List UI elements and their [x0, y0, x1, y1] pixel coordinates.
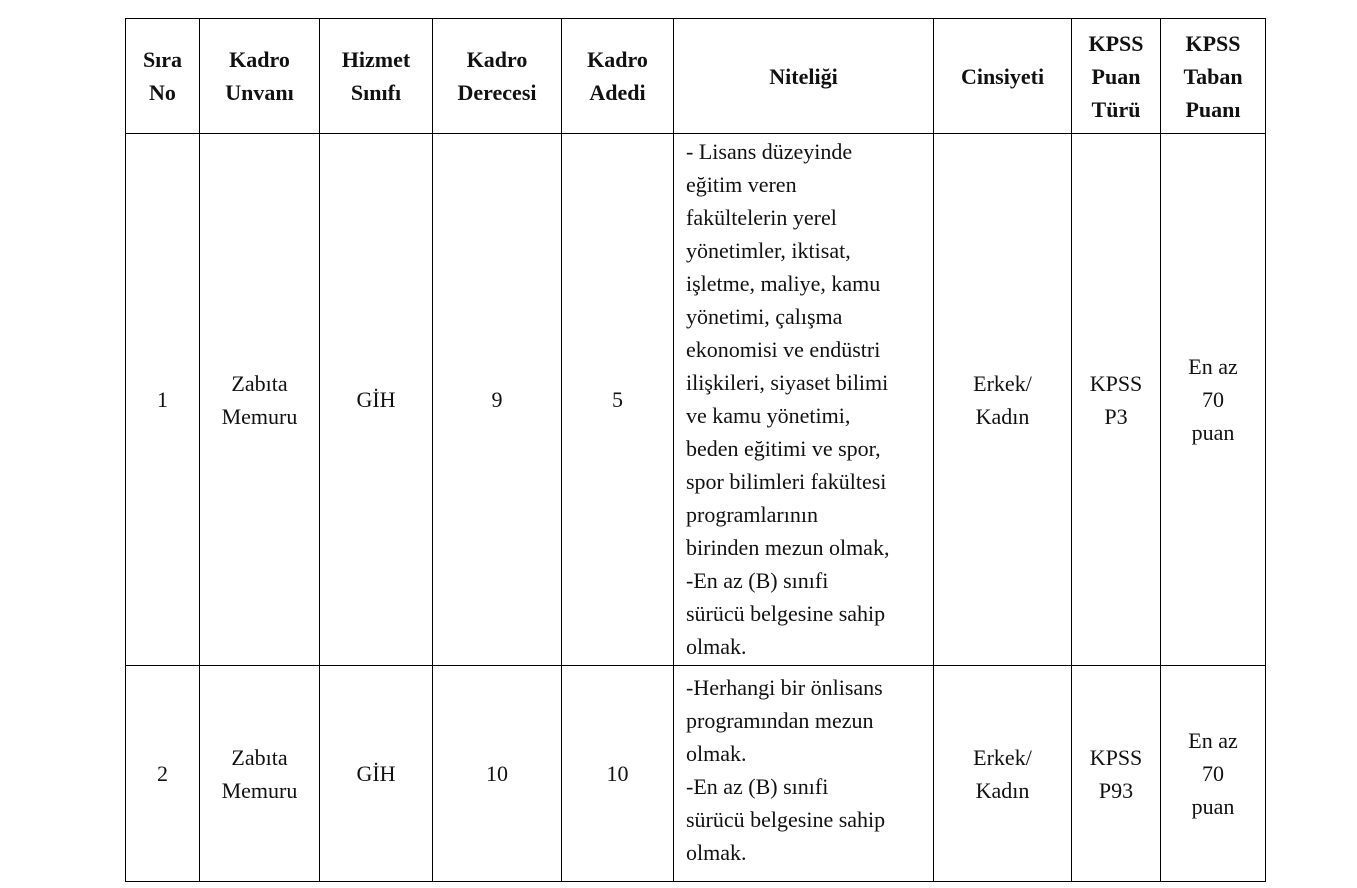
header-line: Adedi [589, 80, 646, 105]
cell-line: KPSS [1089, 744, 1143, 770]
cell-kadro-unvani [200, 666, 320, 882]
cell-sira-no [126, 666, 200, 882]
requirement-line: spor bilimleri fakültesi [686, 469, 887, 494]
cell-kadro-unvani [200, 134, 320, 666]
header-line: Kadro [466, 47, 528, 72]
cell-niteligi [674, 666, 934, 882]
header-line: Kadro [587, 47, 648, 72]
cell-line: 5 [612, 387, 623, 412]
staff-positions-table [125, 18, 1266, 882]
table-row [126, 134, 1266, 666]
requirement-line: olmak. [686, 634, 747, 659]
header-line: KPSS [1088, 30, 1144, 56]
cell-kpss-puan-turu [1072, 134, 1161, 666]
header-kpss-taban-puani [1161, 19, 1266, 134]
requirement-line: -En az (B) sınıfi [686, 568, 829, 593]
requirement-line: olmak. [686, 741, 747, 766]
requirement-line: olmak. [686, 840, 747, 865]
requirement-line: beden eğitimi ve spor, [686, 436, 881, 461]
requirement-line: - Lisans düzeyinde [686, 139, 853, 164]
cell-line: Zabıta [231, 744, 288, 770]
requirement-line: yönetimi, çalışma [686, 304, 843, 329]
cell-line: 2 [157, 761, 168, 786]
requirement-line: ekonomisi ve endüstri [686, 337, 881, 362]
cell-niteligi [674, 134, 934, 666]
header-sira-no [126, 19, 200, 134]
header-kadro-derecesi [433, 19, 562, 134]
cell-line: 70 [1202, 387, 1224, 412]
cell-line: Memuru [221, 403, 298, 429]
header-line: Puan [1091, 63, 1141, 89]
cell-line: Kadın [975, 777, 1030, 803]
cell-line: P3 [1104, 403, 1128, 429]
cell-kadro-adedi [562, 666, 674, 882]
header-line: Cinsiyeti [960, 63, 1045, 89]
cell-hizmet-sinifi [320, 666, 433, 882]
cell-sira-no [126, 134, 200, 666]
cell-cinsiyeti [934, 666, 1072, 882]
cell-line: 9 [491, 387, 503, 412]
requirement-line: -Herhangi bir önlisans [686, 675, 883, 700]
requirement-line: fakültelerin yerel [686, 205, 837, 230]
header-line: Türü [1091, 96, 1141, 122]
header-line: KPSS [1185, 30, 1241, 56]
cell-kadro-derecesi [433, 666, 562, 882]
header-kadro-adedi [562, 19, 674, 134]
cell-kadro-adedi [562, 134, 674, 666]
cell-hizmet-sinifi [320, 134, 433, 666]
requirement-line: birinden mezun olmak, [686, 535, 890, 560]
cell-kadro-derecesi [433, 134, 562, 666]
requirement-line: ilişkileri, siyaset bilimi [686, 370, 889, 395]
header-line: Kadro [229, 47, 290, 72]
cell-cinsiyeti [934, 134, 1072, 666]
cell-line: P93 [1098, 777, 1134, 803]
cell-line: GİH [356, 387, 396, 412]
cell-line: En az [1188, 354, 1238, 379]
header-hizmet-sinifi [320, 19, 433, 134]
cell-line: Erkek/ [973, 370, 1032, 396]
requirement-line: sürücü belgesine sahip [686, 601, 886, 626]
cell-line: GİH [356, 761, 396, 786]
cell-kpss-taban-puani [1161, 134, 1266, 666]
header-line: Taban [1183, 63, 1243, 89]
cell-line: 1 [157, 387, 168, 412]
header-line: Sınıfı [350, 80, 402, 105]
requirement-line: yönetimler, iktisat, [686, 238, 851, 263]
header-line: Sıra [142, 47, 183, 72]
cell-line: puan [1191, 794, 1235, 819]
header-cinsiyeti [934, 19, 1072, 134]
header-line: Puanı [1185, 96, 1241, 122]
table-row [126, 666, 1266, 882]
requirement-line: programından mezun [686, 708, 874, 733]
cell-line: KPSS [1089, 370, 1143, 396]
requirement-line: -En az (B) sınıfi [686, 774, 829, 799]
header-line: No [149, 80, 176, 105]
cell-line: Kadın [975, 403, 1030, 429]
cell-line: puan [1191, 420, 1235, 445]
cell-kpss-taban-puani [1161, 666, 1266, 882]
header-line: Niteliği [769, 63, 838, 89]
requirement-line: programlarının [686, 502, 818, 527]
header-kadro-unvani [200, 19, 320, 134]
header-line: Unvanı [225, 80, 294, 105]
cell-line: Erkek/ [973, 744, 1032, 770]
header-line: Hizmet [341, 47, 411, 72]
header-kpss-puan-turu [1072, 19, 1161, 134]
cell-line: 10 [606, 761, 629, 786]
requirement-line: eğitim veren [686, 172, 797, 197]
table-header-row [126, 19, 1266, 134]
cell-line: Zabıta [231, 370, 288, 396]
requirement-line: işletme, maliye, kamu [686, 271, 881, 296]
header-line: Derecesi [457, 80, 537, 105]
cell-line: 10 [486, 761, 508, 786]
cell-kpss-puan-turu [1072, 666, 1161, 882]
requirement-line: sürücü belgesine sahip [686, 807, 886, 832]
header-niteligi [674, 19, 934, 134]
cell-line: En az [1188, 728, 1238, 753]
cell-line: Memuru [221, 777, 298, 803]
cell-line: 70 [1202, 761, 1224, 786]
requirement-line: ve kamu yönetimi, [686, 403, 851, 428]
